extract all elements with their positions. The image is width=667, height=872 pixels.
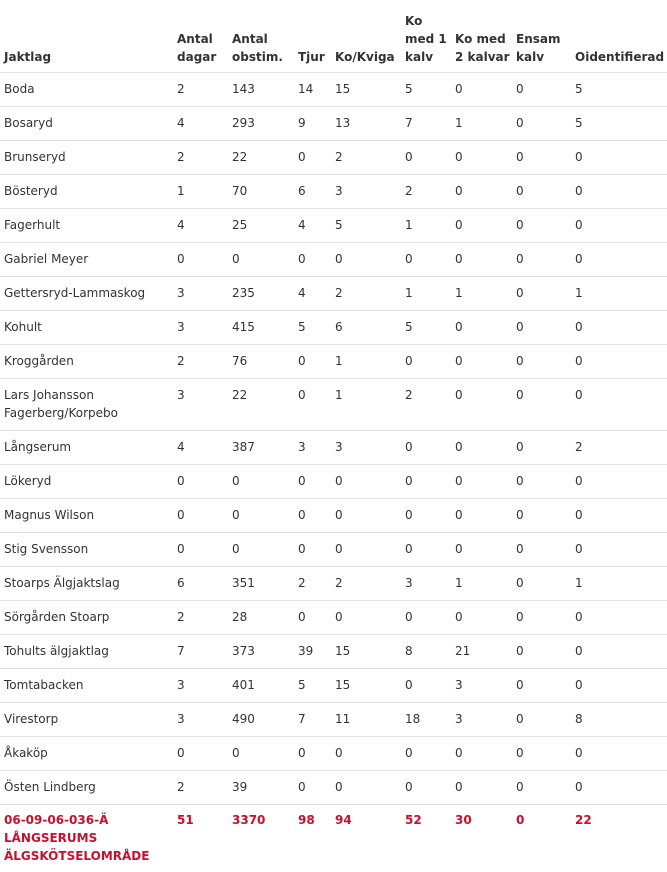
cell-antal-dagar: 2 bbox=[173, 600, 228, 634]
cell-ko-kviga: 1 bbox=[331, 378, 401, 430]
cell-ko-med-2-kalvar: 3 bbox=[451, 668, 512, 702]
cell-oidentifierad: 0 bbox=[571, 498, 667, 532]
cell-antal-dagar: 2 bbox=[173, 770, 228, 804]
cell-ko-med-1-kalv: 1 bbox=[401, 208, 451, 242]
cell-antal-obstim: 293 bbox=[228, 106, 294, 140]
cell-antal-dagar: 0 bbox=[173, 498, 228, 532]
cell-tjur: 39 bbox=[294, 634, 331, 668]
cell-antal-obstim: 22 bbox=[228, 378, 294, 430]
cell-ko-med-2-kalvar: 0 bbox=[451, 600, 512, 634]
cell-jaktlag: Brunseryd bbox=[0, 140, 173, 174]
cell-antal-dagar: 0 bbox=[173, 532, 228, 566]
cell-antal-dagar: 4 bbox=[173, 430, 228, 464]
cell-ko-kviga: 13 bbox=[331, 106, 401, 140]
cell-ko-med-1-kalv: 2 bbox=[401, 174, 451, 208]
cell-oidentifierad: 0 bbox=[571, 634, 667, 668]
cell-ko-kviga: 0 bbox=[331, 532, 401, 566]
table-row bbox=[0, 600, 667, 634]
cell-jaktlag: Bösteryd bbox=[0, 174, 173, 208]
cell-ko-kviga: 1 bbox=[331, 344, 401, 378]
cell-oidentifierad: 1 bbox=[571, 276, 667, 310]
cell-ensam-kalv: 0 bbox=[512, 344, 571, 378]
cell-oidentifierad: 0 bbox=[571, 736, 667, 770]
cell-ko-med-1-kalv: 0 bbox=[401, 600, 451, 634]
cell-ko-med-1-kalv: 0 bbox=[401, 736, 451, 770]
cell-ko-med-2-kalvar: 0 bbox=[451, 532, 512, 566]
cell-ko-med-2-kalvar: 0 bbox=[451, 310, 512, 344]
header-oidentifierad: Oidentifierad bbox=[571, 0, 667, 72]
cell-ko-med-2-kalvar: 0 bbox=[451, 430, 512, 464]
header-antal-obstim: Antal obstim. bbox=[228, 0, 294, 72]
cell-oidentifierad: 2 bbox=[571, 430, 667, 464]
total-jaktlag: 06-09-06-036-Ä LÅNGSERUMS ÄLGSKÖTSELOMRÅDE bbox=[4, 812, 150, 863]
cell-ko-kviga: 15 bbox=[331, 72, 401, 106]
cell-ko-med-1-kalv: 18 bbox=[401, 702, 451, 736]
cell-oidentifierad: 5 bbox=[571, 106, 667, 140]
cell-ko-kviga: 0 bbox=[331, 770, 401, 804]
cell-ko-med-1-kalv: 0 bbox=[401, 344, 451, 378]
table-row bbox=[0, 310, 667, 344]
header-ko-kviga: Ko/Kviga bbox=[331, 0, 401, 72]
header-ko-med-2-kalvar: Ko med 2 kalvar bbox=[451, 0, 512, 72]
cell-oidentifierad: 0 bbox=[571, 310, 667, 344]
cell-ensam-kalv: 0 bbox=[512, 174, 571, 208]
cell-antal-obstim: 143 bbox=[228, 72, 294, 106]
total-row bbox=[0, 804, 667, 872]
cell-jaktlag: Stoarps Älgjaktslag bbox=[0, 566, 173, 600]
cell-antal-obstim: 0 bbox=[228, 736, 294, 770]
cell-antal-dagar: 0 bbox=[173, 736, 228, 770]
cell-jaktlag: Kroggården bbox=[0, 344, 173, 378]
cell-antal-obstim: 70 bbox=[228, 174, 294, 208]
cell-jaktlag: Sörgården Stoarp bbox=[0, 600, 173, 634]
cell-tjur: 0 bbox=[294, 498, 331, 532]
cell-antal-obstim: 28 bbox=[228, 600, 294, 634]
cell-antal-dagar: 6 bbox=[173, 566, 228, 600]
cell-ko-med-1-kalv: 2 bbox=[401, 378, 451, 430]
cell-ko-med-2-kalvar: 0 bbox=[451, 770, 512, 804]
cell-ko-kviga: 15 bbox=[331, 668, 401, 702]
header-ensam-kalv: Ensam kalv bbox=[512, 0, 571, 72]
cell-tjur: 0 bbox=[294, 242, 331, 276]
cell-antal-dagar: 1 bbox=[173, 174, 228, 208]
cell-ensam-kalv: 0 bbox=[512, 464, 571, 498]
total-ensam-kalv: 0 bbox=[516, 812, 525, 827]
cell-ko-kviga: 0 bbox=[331, 464, 401, 498]
cell-jaktlag: Fagerhult bbox=[0, 208, 173, 242]
cell-ko-kviga: 2 bbox=[331, 566, 401, 600]
cell-ensam-kalv: 0 bbox=[512, 736, 571, 770]
cell-oidentifierad: 0 bbox=[571, 770, 667, 804]
cell-oidentifierad: 0 bbox=[571, 140, 667, 174]
cell-jaktlag: Boda bbox=[0, 72, 173, 106]
table-row bbox=[0, 378, 667, 430]
cell-jaktlag: Virestorp bbox=[0, 702, 173, 736]
table-row bbox=[0, 430, 667, 464]
cell-ko-med-2-kalvar: 0 bbox=[451, 140, 512, 174]
cell-antal-obstim: 387 bbox=[228, 430, 294, 464]
total-oidentifierad: 22 bbox=[575, 812, 592, 827]
cell-ko-kviga: 15 bbox=[331, 634, 401, 668]
cell-ko-kviga: 3 bbox=[331, 174, 401, 208]
table-row bbox=[0, 464, 667, 498]
cell-antal-obstim: 76 bbox=[228, 344, 294, 378]
cell-ko-med-1-kalv: 8 bbox=[401, 634, 451, 668]
table-row bbox=[0, 276, 667, 310]
cell-ko-med-2-kalvar: 0 bbox=[451, 464, 512, 498]
table-row bbox=[0, 532, 667, 566]
cell-jaktlag: Magnus Wilson bbox=[0, 498, 173, 532]
cell-ko-med-1-kalv: 0 bbox=[401, 430, 451, 464]
table-row bbox=[0, 770, 667, 804]
cell-jaktlag: Tohults älgjaktlag bbox=[0, 634, 173, 668]
cell-oidentifierad: 0 bbox=[571, 532, 667, 566]
cell-ko-kviga: 11 bbox=[331, 702, 401, 736]
cell-ko-med-1-kalv: 0 bbox=[401, 140, 451, 174]
cell-ko-kviga: 0 bbox=[331, 242, 401, 276]
cell-jaktlag: Långserum bbox=[0, 430, 173, 464]
cell-ensam-kalv: 0 bbox=[512, 276, 571, 310]
cell-tjur: 3 bbox=[294, 430, 331, 464]
cell-antal-dagar: 4 bbox=[173, 106, 228, 140]
table-row bbox=[0, 140, 667, 174]
cell-antal-dagar: 3 bbox=[173, 668, 228, 702]
cell-ko-med-2-kalvar: 0 bbox=[451, 174, 512, 208]
cell-ko-med-2-kalvar: 0 bbox=[451, 72, 512, 106]
cell-ko-med-1-kalv: 0 bbox=[401, 668, 451, 702]
table-body bbox=[0, 72, 667, 872]
cell-ko-med-2-kalvar: 0 bbox=[451, 736, 512, 770]
cell-oidentifierad: 0 bbox=[571, 668, 667, 702]
cell-jaktlag: Kohult bbox=[0, 310, 173, 344]
cell-antal-dagar: 0 bbox=[173, 242, 228, 276]
total-ko-med-2-kalvar: 30 bbox=[455, 812, 472, 827]
cell-jaktlag: Gabriel Meyer bbox=[0, 242, 173, 276]
cell-jaktlag: Gettersryd-Lammaskog bbox=[0, 276, 173, 310]
cell-ko-med-2-kalvar: 0 bbox=[451, 208, 512, 242]
cell-ko-med-1-kalv: 0 bbox=[401, 498, 451, 532]
cell-ko-kviga: 0 bbox=[331, 600, 401, 634]
cell-ko-kviga: 5 bbox=[331, 208, 401, 242]
cell-oidentifierad: 0 bbox=[571, 378, 667, 430]
cell-ko-med-1-kalv: 0 bbox=[401, 770, 451, 804]
cell-tjur: 0 bbox=[294, 140, 331, 174]
cell-ensam-kalv: 0 bbox=[512, 72, 571, 106]
cell-ensam-kalv: 0 bbox=[512, 532, 571, 566]
cell-ko-med-1-kalv: 5 bbox=[401, 72, 451, 106]
table-row bbox=[0, 174, 667, 208]
cell-ko-med-1-kalv: 3 bbox=[401, 566, 451, 600]
cell-tjur: 14 bbox=[294, 72, 331, 106]
cell-ko-med-1-kalv: 0 bbox=[401, 242, 451, 276]
cell-ko-med-2-kalvar: 1 bbox=[451, 276, 512, 310]
table-row bbox=[0, 344, 667, 378]
cell-tjur: 0 bbox=[294, 532, 331, 566]
cell-tjur: 5 bbox=[294, 310, 331, 344]
cell-antal-dagar: 7 bbox=[173, 634, 228, 668]
total-ko-kviga: 94 bbox=[335, 812, 352, 827]
cell-antal-dagar: 3 bbox=[173, 702, 228, 736]
cell-ensam-kalv: 0 bbox=[512, 566, 571, 600]
cell-tjur: 0 bbox=[294, 600, 331, 634]
cell-oidentifierad: 8 bbox=[571, 702, 667, 736]
cell-ensam-kalv: 0 bbox=[512, 242, 571, 276]
cell-antal-obstim: 373 bbox=[228, 634, 294, 668]
table-row bbox=[0, 736, 667, 770]
cell-ko-med-2-kalvar: 0 bbox=[451, 498, 512, 532]
cell-antal-obstim: 0 bbox=[228, 242, 294, 276]
cell-ensam-kalv: 0 bbox=[512, 310, 571, 344]
cell-antal-obstim: 25 bbox=[228, 208, 294, 242]
header-jaktlag: Jaktlag bbox=[0, 0, 173, 72]
cell-tjur: 0 bbox=[294, 344, 331, 378]
cell-ensam-kalv: 0 bbox=[512, 140, 571, 174]
cell-tjur: 7 bbox=[294, 702, 331, 736]
cell-tjur: 0 bbox=[294, 378, 331, 430]
table-row bbox=[0, 668, 667, 702]
cell-ko-med-1-kalv: 7 bbox=[401, 106, 451, 140]
cell-ko-med-2-kalvar: 1 bbox=[451, 106, 512, 140]
table-row bbox=[0, 106, 667, 140]
cell-tjur: 9 bbox=[294, 106, 331, 140]
cell-ko-kviga: 2 bbox=[331, 276, 401, 310]
table-row bbox=[0, 208, 667, 242]
cell-antal-dagar: 2 bbox=[173, 140, 228, 174]
cell-oidentifierad: 0 bbox=[571, 464, 667, 498]
cell-oidentifierad: 1 bbox=[571, 566, 667, 600]
cell-ensam-kalv: 0 bbox=[512, 668, 571, 702]
cell-antal-dagar: 0 bbox=[173, 464, 228, 498]
cell-ko-med-1-kalv: 5 bbox=[401, 310, 451, 344]
table-row bbox=[0, 566, 667, 600]
cell-ko-kviga: 2 bbox=[331, 140, 401, 174]
cell-ensam-kalv: 0 bbox=[512, 634, 571, 668]
cell-jaktlag: Tomtabacken bbox=[0, 668, 173, 702]
cell-antal-obstim: 0 bbox=[228, 498, 294, 532]
cell-ensam-kalv: 0 bbox=[512, 702, 571, 736]
cell-tjur: 0 bbox=[294, 770, 331, 804]
header-ko-med-1-kalv: Ko med 1 kalv bbox=[401, 0, 451, 72]
cell-ensam-kalv: 0 bbox=[512, 106, 571, 140]
cell-oidentifierad: 0 bbox=[571, 344, 667, 378]
cell-ko-kviga: 0 bbox=[331, 736, 401, 770]
cell-antal-dagar: 4 bbox=[173, 208, 228, 242]
cell-tjur: 4 bbox=[294, 208, 331, 242]
cell-antal-obstim: 235 bbox=[228, 276, 294, 310]
total-antal-obstim: 3370 bbox=[232, 812, 266, 827]
cell-jaktlag: Lökeryd bbox=[0, 464, 173, 498]
cell-ensam-kalv: 0 bbox=[512, 208, 571, 242]
cell-antal-obstim: 490 bbox=[228, 702, 294, 736]
header-row bbox=[0, 0, 667, 72]
cell-jaktlag: Östen Lindberg bbox=[0, 770, 173, 804]
table-row bbox=[0, 242, 667, 276]
cell-antal-dagar: 3 bbox=[173, 310, 228, 344]
cell-antal-dagar: 2 bbox=[173, 344, 228, 378]
cell-antal-dagar: 3 bbox=[173, 276, 228, 310]
cell-ko-med-1-kalv: 0 bbox=[401, 464, 451, 498]
cell-ko-kviga: 0 bbox=[331, 498, 401, 532]
cell-ko-med-1-kalv: 1 bbox=[401, 276, 451, 310]
total-tjur: 98 bbox=[298, 812, 315, 827]
cell-oidentifierad: 5 bbox=[571, 72, 667, 106]
cell-jaktlag: Åkaköp bbox=[0, 736, 173, 770]
cell-tjur: 4 bbox=[294, 276, 331, 310]
cell-tjur: 6 bbox=[294, 174, 331, 208]
cell-antal-obstim: 22 bbox=[228, 140, 294, 174]
table-row bbox=[0, 634, 667, 668]
cell-ensam-kalv: 0 bbox=[512, 430, 571, 464]
table-row bbox=[0, 72, 667, 106]
cell-tjur: 2 bbox=[294, 566, 331, 600]
cell-antal-dagar: 2 bbox=[173, 72, 228, 106]
cell-ensam-kalv: 0 bbox=[512, 498, 571, 532]
cell-ko-med-2-kalvar: 21 bbox=[451, 634, 512, 668]
cell-ensam-kalv: 0 bbox=[512, 600, 571, 634]
cell-antal-obstim: 0 bbox=[228, 532, 294, 566]
cell-tjur: 0 bbox=[294, 736, 331, 770]
cell-ko-med-2-kalvar: 0 bbox=[451, 378, 512, 430]
header-tjur: Tjur bbox=[294, 0, 331, 72]
cell-ko-kviga: 6 bbox=[331, 310, 401, 344]
total-ko-med-1-kalv: 52 bbox=[405, 812, 422, 827]
cell-antal-dagar: 3 bbox=[173, 378, 228, 430]
cell-oidentifierad: 0 bbox=[571, 174, 667, 208]
cell-tjur: 0 bbox=[294, 464, 331, 498]
cell-jaktlag: Stig Svensson bbox=[0, 532, 173, 566]
cell-ko-med-2-kalvar: 1 bbox=[451, 566, 512, 600]
cell-ko-med-2-kalvar: 0 bbox=[451, 344, 512, 378]
cell-ensam-kalv: 0 bbox=[512, 378, 571, 430]
cell-antal-obstim: 0 bbox=[228, 464, 294, 498]
cell-oidentifierad: 0 bbox=[571, 600, 667, 634]
cell-jaktlag: Bosaryd bbox=[0, 106, 173, 140]
cell-oidentifierad: 0 bbox=[571, 208, 667, 242]
cell-tjur: 5 bbox=[294, 668, 331, 702]
cell-antal-obstim: 351 bbox=[228, 566, 294, 600]
cell-ko-med-2-kalvar: 0 bbox=[451, 242, 512, 276]
total-antal-dagar: 51 bbox=[177, 812, 194, 827]
cell-ensam-kalv: 0 bbox=[512, 770, 571, 804]
cell-antal-obstim: 401 bbox=[228, 668, 294, 702]
cell-oidentifierad: 0 bbox=[571, 242, 667, 276]
cell-ko-med-1-kalv: 0 bbox=[401, 532, 451, 566]
cell-antal-obstim: 39 bbox=[228, 770, 294, 804]
cell-antal-obstim: 415 bbox=[228, 310, 294, 344]
cell-ko-kviga: 3 bbox=[331, 430, 401, 464]
cell-jaktlag: Lars Johansson Fagerberg/Korpebo bbox=[0, 378, 173, 430]
header-antal-dagar: Antal dagar bbox=[173, 0, 228, 72]
cell-ko-med-2-kalvar: 3 bbox=[451, 702, 512, 736]
table-row bbox=[0, 498, 667, 532]
table-row bbox=[0, 702, 667, 736]
